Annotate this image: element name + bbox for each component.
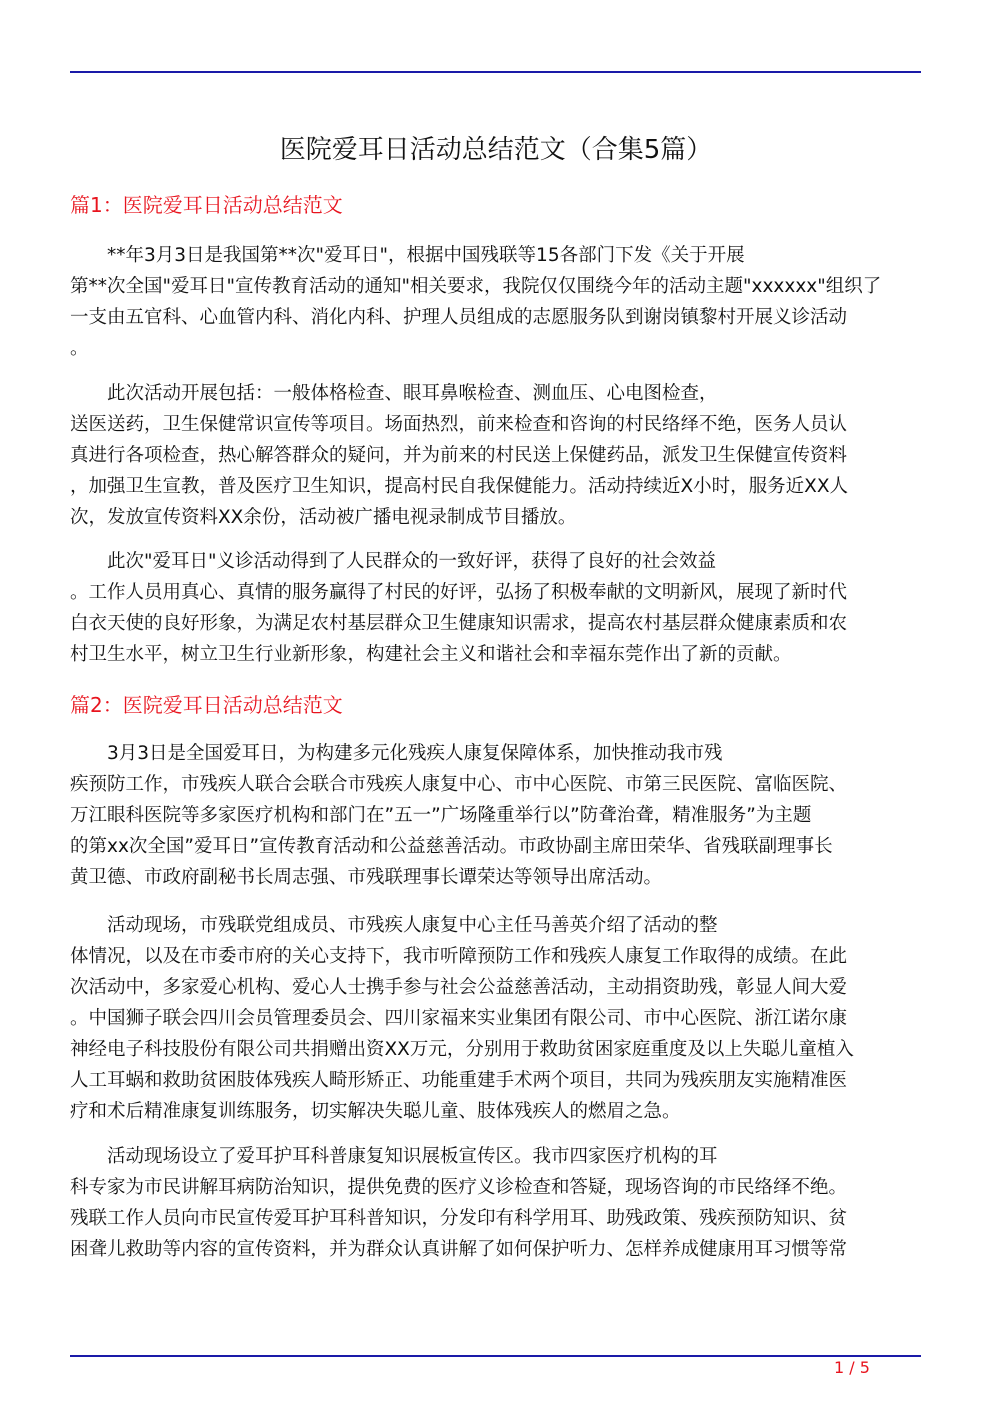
text-line: 神经电子科技股份有限公司共捐赠出资XX万元，分别用于救助贫困家庭重度及以上失聪儿童植入 [70, 1039, 854, 1060]
text-line: 。中国狮子联会四川会员管理委员会、四川家福来实业集团有限公司、市中心医院、浙江诺尔康 [70, 1008, 848, 1029]
text-line: 疗和术后精准康复训练服务，切实解决失聪儿童、肢体残疾人的燃眉之急。 [70, 1101, 681, 1122]
page-number: 1 / 5 [834, 1358, 870, 1377]
paragraph [70, 240, 921, 364]
text-line: 万江眼科医院等多家医疗机构和部门在”五一”广场隆重举行以”防聋治聋，精准服务”为主题 [70, 805, 812, 826]
text-line: 村卫生水平，树立卫生行业新形象，构建社会主义和谐社会和幸福东莞作出了新的贡献。 [70, 644, 792, 665]
section-heading-2: 篇2：医院爱耳日活动总结范文 [70, 693, 343, 717]
document-title: 医院爱耳日活动总结范文（合集5篇） [279, 135, 713, 165]
text-line: 科专家为市民讲解耳病防治知识，提供免费的医疗义诊检查和答疑，现场咨询的市民络绎不绝。 [70, 1177, 848, 1198]
text-line: 活动现场，市残联党组成员、市残疾人康复中心主任马善英介绍了活动的整 [107, 915, 718, 936]
text-line: 困聋儿救助等内容的宣传资料，并为群众认真讲解了如何保护听力、怎样养成健康用耳习惯等常 [70, 1239, 848, 1260]
text-line: 体情况，以及在市委市府的关心支持下，我市听障预防工作和残疾人康复工作取得的成绩。在此 [70, 946, 848, 967]
text-line: 一支由五官科、心血管内科、消化内科、护理人员组成的志愿服务队到谢岗镇黎村开展义诊活动 [70, 307, 848, 328]
text-line: **年3月3日是我国第**次"爱耳日"，根据中国残联等15各部门下发《关于开展 [107, 245, 745, 266]
text-line: 。工作人员用真心、真情的服务赢得了村民的好评，弘扬了积极奉献的文明新风，展现了新时代 [70, 582, 848, 603]
text-line: 黄卫德、市政府副秘书长周志强、市残联理事长谭荣达等领导出席活动。 [70, 867, 663, 888]
paragraph [70, 910, 921, 1127]
section-heading-1: 篇1：医院爱耳日活动总结范文 [70, 193, 343, 217]
text-line: 。 [70, 338, 89, 359]
text-line: 白衣天使的良好形象，为满足农村基层群众卫生健康知识需求，提高农村基层群众健康素质和农 [70, 613, 848, 634]
text-line: 3月3日是全国爱耳日，为构建多元化残疾人康复保障体系，加快推动我市残 [107, 743, 723, 764]
text-line: 人工耳蜗和救助贫困肢体残疾人畸形矫正、功能重建手术两个项目，共同为残疾朋友实施精准医 [70, 1070, 848, 1091]
text-line: 疾预防工作，市残疾人联合会联合市残疾人康复中心、市中心医院、市第三民医院、富临医院、 [70, 774, 848, 795]
header-rule [70, 71, 921, 73]
text-line: 此次"爱耳日"义诊活动得到了人民群众的一致好评，获得了良好的社会效益 [107, 551, 717, 572]
paragraph [70, 1141, 921, 1265]
text-line: 残联工作人员向市民宣传爱耳护耳科普知识，分发印有科学用耳、助残政策、残疾预防知识、贫 [70, 1208, 848, 1229]
text-line: 送医送药，卫生保健常识宣传等项目。场面热烈，前来检查和咨询的村民络绎不绝，医务人员认 [70, 414, 848, 435]
text-line: 此次活动开展包括：一般体格检查、眼耳鼻喉检查、测血压、心电图检查， [107, 383, 718, 404]
paragraph [70, 546, 921, 670]
text-line: 次活动中，多家爱心机构、爱心人士携手参与社会公益慈善活动，主动捐资助残，彰显人间大爱 [70, 977, 848, 998]
text-line: 次，发放宣传资料XX余份，活动被广播电视录制成节目播放。 [70, 507, 577, 528]
footer-rule [70, 1355, 921, 1357]
text-line: 第**次全国"爱耳日"宣传教育活动的通知"相关要求，我院仅仅围绕今年的活动主题"xxxxxx"组织了 [70, 276, 882, 297]
text-line: 活动现场设立了爱耳护耳科普康复知识展板宣传区。我市四家医疗机构的耳 [107, 1146, 718, 1167]
paragraph [70, 738, 921, 893]
text-line: 真进行各项检查，热心解答群众的疑问，并为前来的村民送上保健药品，派发卫生保健宣传资料 [70, 445, 848, 466]
text-line: ，加强卫生宣教，普及医疗卫生知识，提高村民自我保健能力。活动持续近X小时，服务近XX人 [70, 476, 849, 497]
text-line: 的第xx次全国”爱耳日”宣传教育活动和公益慈善活动。市政协副主席田荣华、省残联副理事长 [70, 836, 833, 857]
paragraph [70, 378, 921, 533]
